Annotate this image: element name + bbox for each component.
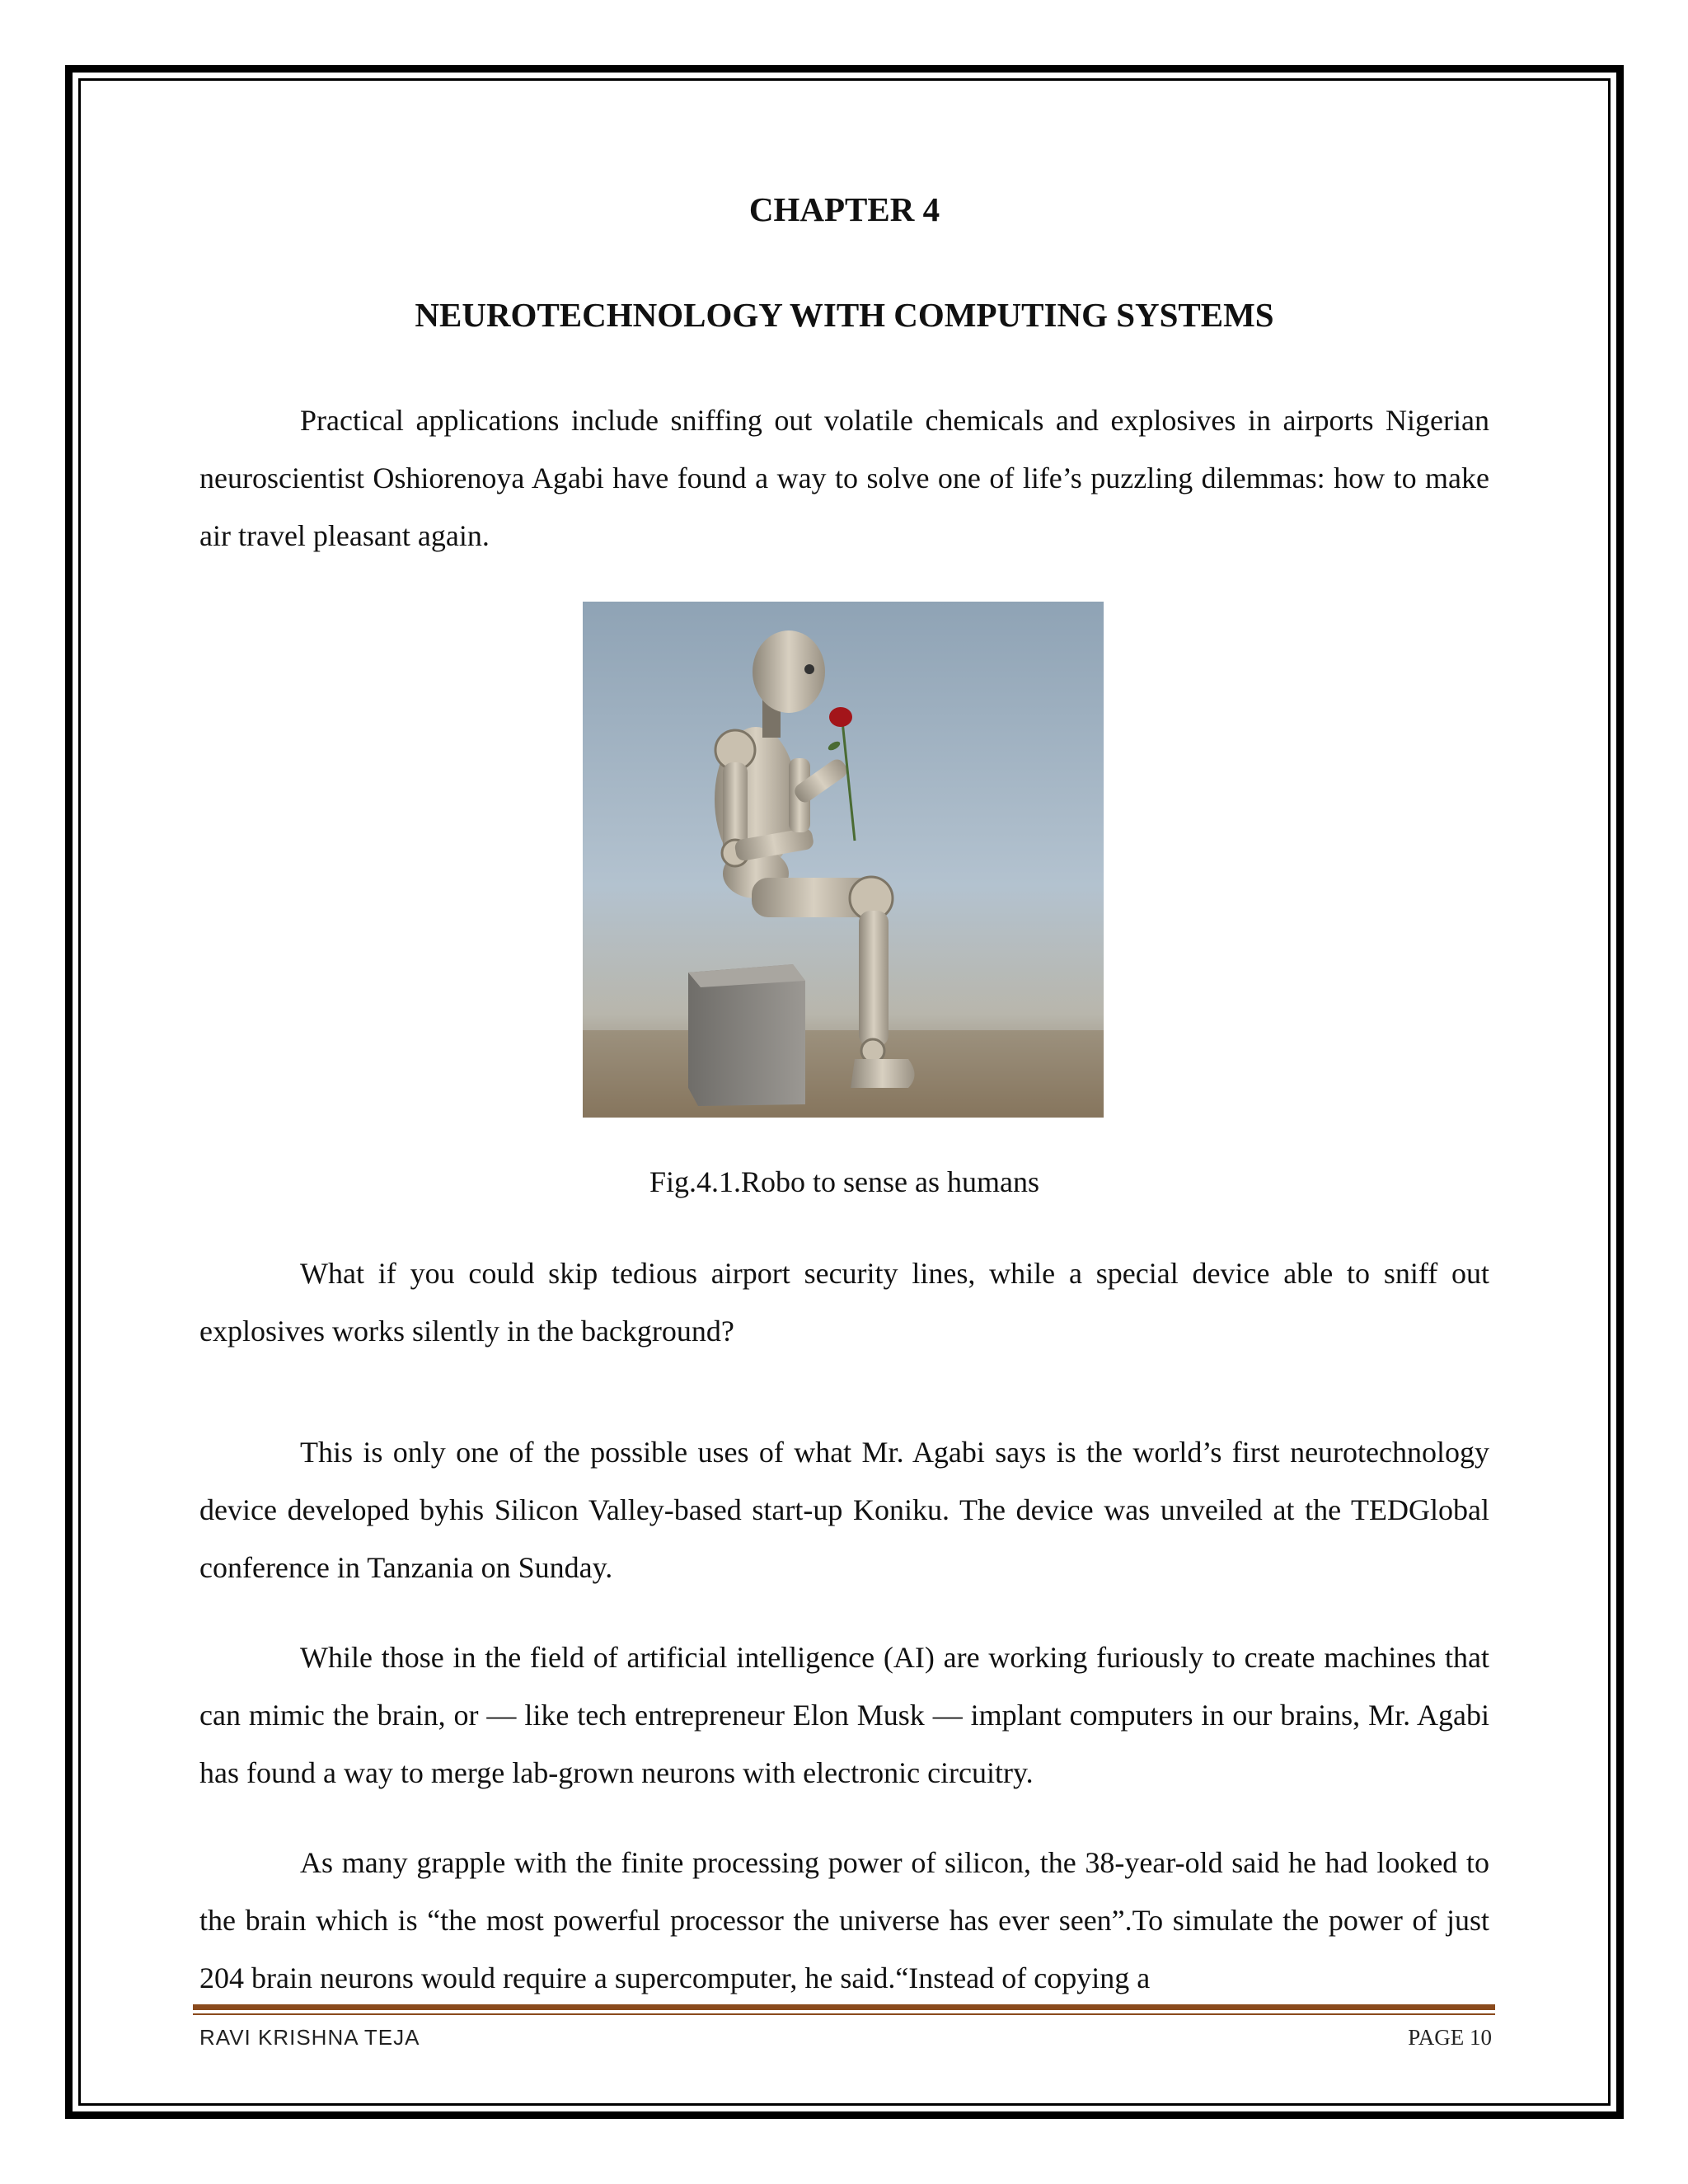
robot-figure-image: [583, 602, 1104, 1118]
chapter-title: NEUROTECHNOLOGY WITH COMPUTING SYSTEMS: [415, 296, 1274, 334]
paragraph-intro: Practical applications include sniffing out volatile chemicals and explosives in airports Nigerian neuroscientist Oshiorenoya Agabi have found a way to solve one of life’s puzzling dilemmas: how to make air travel pleasant again.: [199, 404, 1489, 552]
paragraph-ai: While those in the field of artificial intelligence (AI) are working furiously to create machines that can mimic the brain, or — like tech entrepreneur Elon Musk — implant computers in our brains, Mr. Agabi has found a way to merge lab-grown neurons with electronic circuitry.: [199, 1641, 1489, 1789]
chapter-heading: CHAPTER 4: [748, 190, 940, 228]
paragraph-silicon: As many grapple with the finite processing power of silicon, the 38-year-old said he had looked to the brain which is “the most powerful processor the universe has ever seen”.To simulate the power of just 204 brain neurons would require a supercomputer, he said.“Instead of copying a: [199, 1846, 1489, 1994]
paragraph-security: What if you could skip tedious airport security lines, while a special device able to sniff out explosives works silently in the background?: [199, 1257, 1489, 1347]
footer-page-number: PAGE 10: [1408, 2025, 1492, 2050]
figure-caption: Fig.4.1.Robo to sense as humans: [649, 1165, 1039, 1198]
footer-rule-thin: [193, 2013, 1495, 2015]
paragraph-device: This is only one of the possible uses of what Mr. Agabi says is the world’s first neurotechnology device developed byhis Silicon Valley-based start-up Koniku. The device was unveiled at the TEDGlobal conference in Tanzania on Sunday.: [199, 1436, 1489, 1584]
footer-author: RAVI KRISHNA TEJA: [199, 2025, 420, 2050]
footer-rule-thick: [193, 2004, 1495, 2010]
